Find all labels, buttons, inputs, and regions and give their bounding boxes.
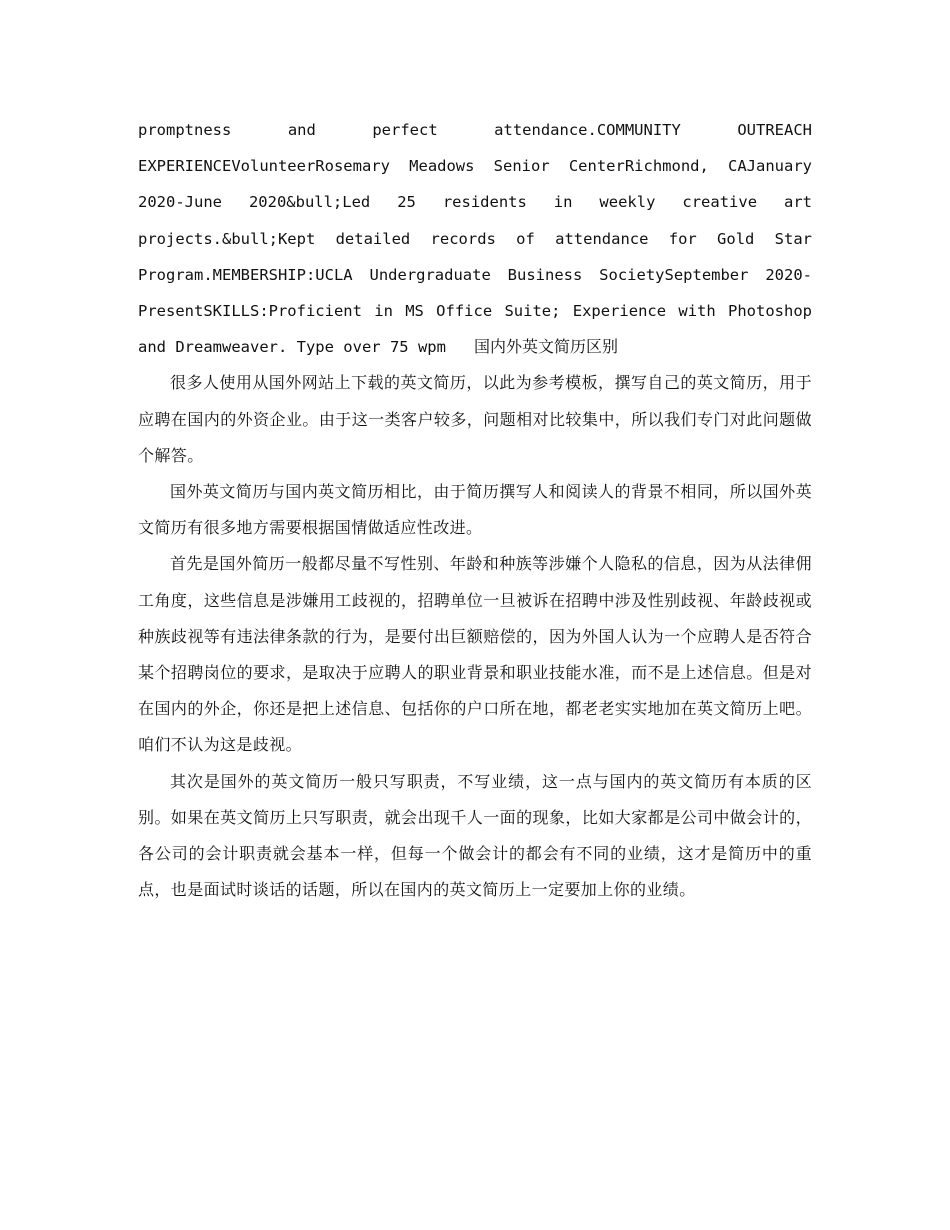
body-paragraph-2: 国外英文简历与国内英文简历相比，由于简历撰写人和阅读人的背景不相同，所以国外英文简历有很多地方需要根据国情做适应性改进。 (138, 482, 812, 538)
body-paragraph-4: 其次是国外的英文简历一般只写职责，不写业绩，这一点与国内的英文简历有本质的区别。如果在英文简历上只写职责，就会出现千人一面的现象，比如大家都是公司中做会计的，各公司的会计职责就会基本一样，但每一个做会计的都会有不同的业绩，这才是简历中的重点，也是面试时谈话的话题，所以在国内的英文简历上一定要加上你的业绩。 (138, 771, 812, 900)
resume-fragment (138, 112, 812, 365)
resume-line: Program.MEMBERSHIP:UCLA Undergraduate Business SocietySeptember 2020- (138, 265, 812, 284)
body-paragraph-3: 首先是国外简历一般都尽量不写性别、年龄和种族等涉嫌个人隐私的信息，因为从法律佣工角度，这些信息是涉嫌用工歧视的，招聘单位一旦被诉在招聘中涉及性别歧视、年龄歧视或种族歧视等有违法律条款的行为，是要付出巨额赔偿的，因为外国人认为一个应聘人是否符合某个招聘岗位的要求，是取决于应聘人的职业背景和职业技能水准，而不是上述信息。但是对在国内的外企，你还是把上述信息、包括你的户口所在地，都老老实实地加在英文简历上吧。咱们不认为这是歧视。 (138, 554, 812, 755)
resume-line: projects.&bull;Kept detailed records of attendance for Gold Star (138, 229, 812, 248)
document-page (138, 112, 812, 908)
resume-line: EXPERIENCEVolunteerRosemary Meadows Senior CenterRichmond, CAJanuary (138, 157, 812, 176)
resume-line: PresentSKILLS:Proficient in MS Office Suite; Experience with Photoshop (138, 302, 812, 321)
resume-line: 2020-June 2020&bull;Led 25 residents in weekly creative art (138, 193, 812, 212)
section-title: 国内外英文简历区别 (473, 337, 618, 357)
body-paragraph-1: 很多人使用从国外网站上下载的英文简历，以此为参考模板，撰写自己的英文简历，用于应聘在国内的外资企业。由于这一类客户较多，问题相对比较集中，所以我们专门对此问题做个解答。 (138, 373, 812, 465)
resume-line: promptness and perfect attendance.COMMUNITY OUTREACH (138, 121, 812, 139)
resume-line-last (138, 329, 812, 365)
resume-line: and Dreamweaver. Type over 75 wpm (138, 338, 446, 357)
